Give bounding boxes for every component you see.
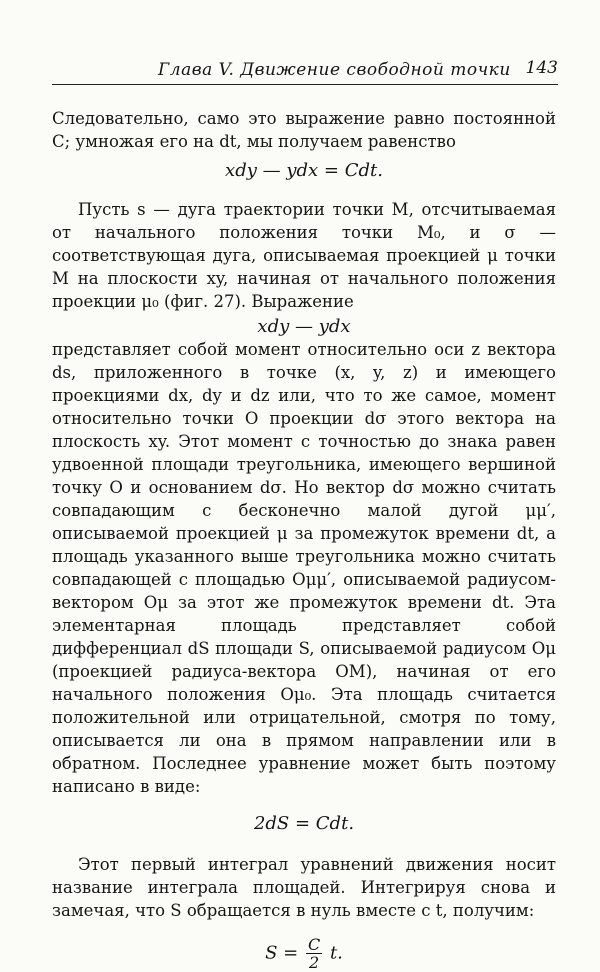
formula-2: xdy — ydx (257, 316, 351, 337)
page-number: 143 (525, 58, 558, 78)
paragraph-1: Следовательно, само это выражение равно постоянной C; умножая его на dt, мы получаем равенство (52, 109, 556, 151)
formula-4-rhs: t. (329, 942, 343, 964)
formula-4-lhs: S = (265, 942, 299, 964)
running-title: Глава V. Движение свободной точки (158, 60, 511, 80)
formula-4 (52, 936, 556, 971)
paragraph-2: Пусть s — дуга траектории точки M, отсчитываемая от начального положения точки M₀, и σ — соответствующая дуга, описываемая проекцией μ точки M на плоскости xy, начиная от начального положения проекции μ₀ (фиг. 27). Выражение (52, 200, 556, 311)
formula-4-numerator: C (307, 935, 321, 954)
formula-4-fraction (306, 936, 322, 971)
formula-1: xdy — ydx = Cdt. (225, 160, 383, 181)
running-head (52, 58, 558, 85)
paragraph-4: Этот первый интеграл уравнений движения носит название интеграла площадей. Интегрируя снова и замечая, что S обращается в нуль вместе с t, получим: (52, 855, 556, 920)
body-text (52, 107, 556, 971)
paragraph-3: представляет собой момент относительно оси z вектора ds, приложенного в точке (x, y, z) и имеющего проекциями dx, dy и dz или, что то же самое, момент относительно точки O проекции dσ этого вектора на плоскость xy. Этот момент с точностью до знака равен удвоенной площади треугольника, имеющего вершиной точку O и основанием dσ. Но вектор dσ можно считать совпадающим с бесконечно малой дугой μμ′, описываемой проекцией μ за промежуток времени dt, а площадь указанного выше треугольника можно считать совпадающей с площадью Oμμ′, описываемой радиусом-вектором Oμ за этот же промежуток времени dt. Эта элементарная площадь представляет собой дифференциал dS площади S, описываемой радиусом Oμ (проекцией радиуса-вектора OM), начиная от его начального положения Oμ₀. Эта площадь считается положительной или отрицательной, смотря по тому, описывается ли она в прямом направлении или в обратном. Последнее уравнение может быть поэтому написано в виде: (52, 340, 556, 796)
formula-4-denominator: 2 (308, 953, 320, 972)
formula-3: 2dS = Cdt. (253, 813, 355, 834)
